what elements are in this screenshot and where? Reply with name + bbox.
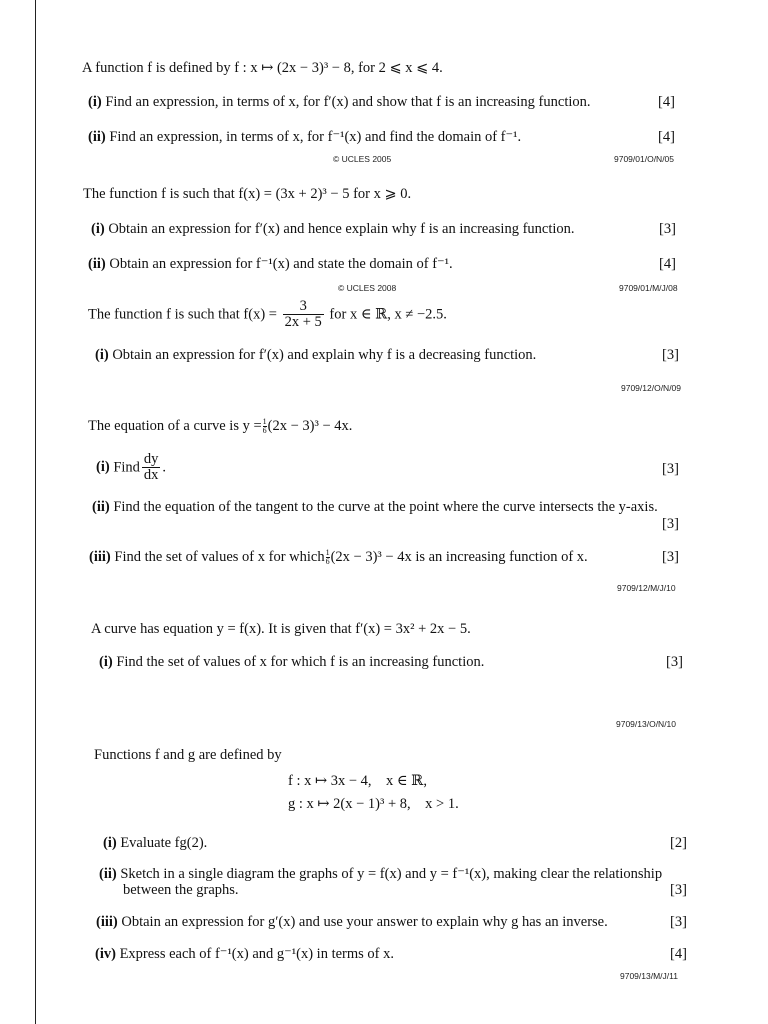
question-6-stem: Functions f and g are defined by bbox=[94, 747, 282, 763]
part-text: Express each of f⁻¹(x) and g⁻¹(x) in terms of x. bbox=[119, 946, 395, 962]
definition-g: g : x ↦ 2(x − 1)³ + 8, x > 1. bbox=[288, 796, 459, 812]
part-number: (ii) bbox=[92, 499, 110, 515]
marks: [4] bbox=[670, 946, 687, 962]
marks: [4] bbox=[658, 94, 675, 110]
stem-text: The equation of a curve is y = bbox=[88, 418, 262, 434]
page-margin-line bbox=[35, 0, 36, 1024]
part-text: Sketch in a single diagram the graphs of y = f(x) and y = f⁻¹(x), making clear the relationship bbox=[120, 866, 663, 882]
part-number: (i) bbox=[103, 835, 117, 851]
part-text: Obtain an expression for f⁻¹(x) and state the domain of f⁻¹. bbox=[109, 256, 453, 272]
part-number: (i) bbox=[91, 221, 105, 237]
part-number: (iii) bbox=[96, 914, 118, 930]
part-number: (i) bbox=[95, 347, 109, 363]
question-2-stem: The function f is such that f(x) = (3x + 2)³ − 5 for x ⩾ 0. bbox=[83, 186, 412, 202]
small-fraction bbox=[326, 549, 330, 566]
part-text: Find the set of values of x for which bbox=[114, 549, 325, 565]
fraction-numerator: dy bbox=[143, 451, 159, 467]
question-4-part-iii bbox=[89, 549, 588, 566]
question-6-part-ii bbox=[99, 866, 662, 883]
fraction-denominator: 2x + 5 bbox=[284, 314, 322, 331]
part-text-continuation: between the graphs. bbox=[123, 882, 239, 898]
question-5-part-i bbox=[99, 654, 484, 671]
question-3-stem bbox=[88, 299, 447, 331]
marks: [4] bbox=[658, 129, 675, 145]
small-fraction bbox=[263, 418, 267, 435]
part-text: Evaluate fg(2). bbox=[120, 835, 208, 851]
question-6-part-iii bbox=[96, 914, 608, 931]
stem-text: for x ∈ ℝ, x ≠ −2.5. bbox=[329, 306, 447, 323]
question-reference: 9709/13/M/J/11 bbox=[620, 971, 678, 981]
question-6-part-iv bbox=[95, 946, 394, 963]
derivative-fraction bbox=[142, 452, 161, 484]
part-text: Find the set of values of x for which f is an increasing function. bbox=[116, 654, 485, 670]
part-number: (iii) bbox=[89, 549, 111, 565]
marks: [3] bbox=[666, 654, 683, 670]
part-text: Find bbox=[113, 459, 140, 476]
part-number: (i) bbox=[96, 459, 110, 476]
fraction-denominator: dx bbox=[143, 467, 159, 484]
question-5-stem: A curve has equation y = f(x). It is given that f′(x) = 3x² + 2x − 5. bbox=[91, 621, 471, 637]
question-reference: 9709/01/M/J/08 bbox=[619, 283, 678, 293]
part-text: Obtain an expression for g′(x) and use your answer to explain why g has an inverse. bbox=[121, 914, 608, 930]
copyright: © UCLES 2008 bbox=[338, 283, 397, 293]
definition-f: f : x ↦ 3x − 4, x ∈ ℝ, bbox=[288, 773, 427, 789]
question-6-part-i bbox=[103, 835, 207, 852]
marks: [4] bbox=[659, 256, 676, 272]
stem-text: (2x − 3)³ − 4x. bbox=[267, 418, 353, 434]
question-2-part-ii bbox=[88, 256, 453, 273]
marks: [3] bbox=[662, 461, 679, 477]
marks: [3] bbox=[670, 882, 687, 898]
part-number: (i) bbox=[88, 94, 102, 110]
question-4-part-ii bbox=[92, 499, 658, 516]
part-text: Obtain an expression for f′(x) and hence explain why f is an increasing function. bbox=[108, 221, 575, 237]
question-reference: 9709/12/M/J/10 bbox=[617, 583, 676, 593]
marks: [3] bbox=[670, 914, 687, 930]
question-reference: 9709/01/O/N/05 bbox=[614, 154, 675, 164]
question-4-part-i bbox=[96, 452, 166, 484]
question-1-stem: A function f is defined by f : x ↦ (2x − 3)³ − 8, for 2 ⩽ x ⩽ 4. bbox=[82, 60, 443, 76]
fraction-numerator: 3 bbox=[299, 298, 307, 314]
marks: [3] bbox=[662, 516, 679, 532]
part-number: (i) bbox=[99, 654, 113, 670]
question-3-part-i bbox=[95, 347, 536, 364]
part-number: (ii) bbox=[99, 866, 117, 882]
part-number: (ii) bbox=[88, 129, 106, 145]
marks: [3] bbox=[659, 221, 676, 237]
part-number: (ii) bbox=[88, 256, 106, 272]
copyright: © UCLES 2005 bbox=[333, 154, 392, 164]
fraction bbox=[283, 299, 324, 331]
stem-text: The function f is such that f(x) = bbox=[88, 306, 277, 323]
part-text-after: (2x − 3)³ − 4x is an increasing function of x. bbox=[330, 549, 588, 565]
fraction-denominator: 6 bbox=[325, 557, 330, 567]
question-2-part-i bbox=[91, 221, 575, 238]
marks: [2] bbox=[670, 835, 687, 851]
part-text: Find the equation of the tangent to the curve at the point where the curve intersects the y-axis. bbox=[113, 499, 658, 515]
question-reference: 9709/13/O/N/10 bbox=[616, 719, 677, 729]
question-1-part-i bbox=[88, 94, 591, 111]
question-reference: 9709/12/O/N/09 bbox=[621, 383, 682, 393]
part-text-after: . bbox=[162, 459, 167, 476]
fraction-denominator: 6 bbox=[262, 426, 267, 436]
part-text: Obtain an expression for f′(x) and explain why f is a decreasing function. bbox=[112, 347, 537, 363]
fraction-numerator: 1 bbox=[262, 417, 267, 427]
part-text: Find an expression, in terms of x, for f′(x) and show that f is an increasing function. bbox=[105, 94, 591, 110]
question-4-stem bbox=[88, 418, 352, 435]
question-1-part-ii bbox=[88, 129, 521, 146]
part-number: (iv) bbox=[95, 946, 116, 962]
fraction-numerator: 1 bbox=[325, 548, 330, 558]
marks: [3] bbox=[662, 347, 679, 363]
part-text: Find an expression, in terms of x, for f⁻¹(x) and find the domain of f⁻¹. bbox=[109, 129, 522, 145]
marks: [3] bbox=[662, 549, 679, 565]
